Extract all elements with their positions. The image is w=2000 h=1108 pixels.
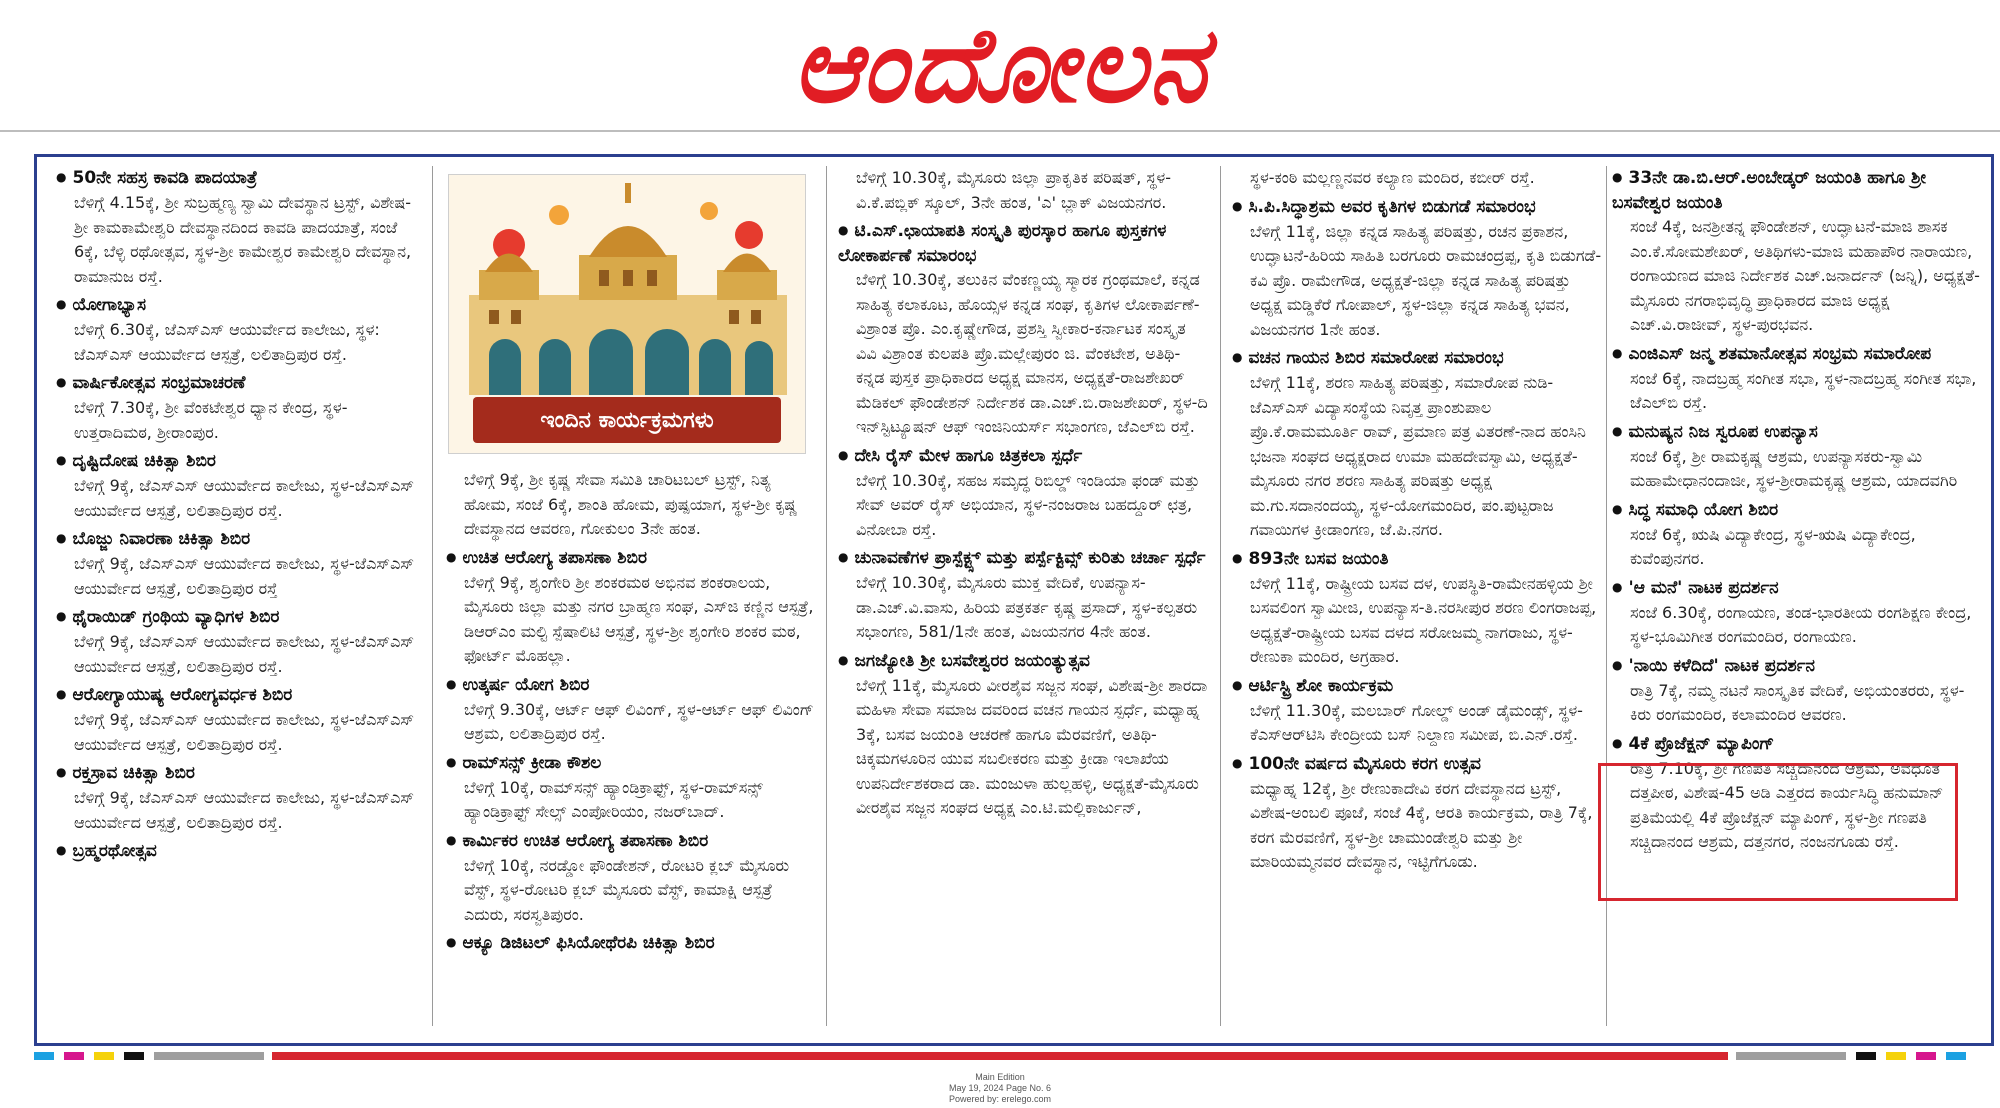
event-heading: ● ಕಾರ್ಮಿಕರ ಉಚಿತ ಆರೋಗ್ಯ ತಪಾಸಣಾ ಶಿಬಿರ: [446, 829, 816, 854]
column-3: [838, 166, 1208, 1036]
event-details: ಬೆಳಿಗ್ಗೆ 11.30ಕ್ಕೆ, ಮಲಬಾರ್ ಗೋಲ್ಡ್ ಅಂಡ್ ಡೈಮಂಡ್ಸ್, ಸ್ಥಳ-ಕೆಎಸ್‌ಆರ್‌ಟಿಸಿ ಕೇಂದ್ರೀಯ ಬಸ್ ನಿಲ್ದಾಣ ಸಮೀಪ, ಬಿ.ಎನ್.ರಸ್ತೆ.: [1250, 700, 1583, 744]
event-details: ಬೆಳಿಗ್ಗೆ 4.15ಕ್ಕೆ, ಶ್ರೀ ಸುಬ್ರಹ್ಮಣ್ಯ ಸ್ವಾಮಿ ದೇವಸ್ಥಾನ ಟ್ರಸ್ಟ್, ವಿಶೇಷ-ಶ್ರೀ ಕಾಮಕಾಮೇಶ್ವರಿ ದೇವಸ್ಥಾನದಿಂದ ಕಾವಡಿ ಪಾದಯಾತ್ರೆ, ಸಂಜೆ 6ಕ್ಕೆ, ಬೆಳ್ಳಿ ರಥೋತ್ಸವ, ಸ್ಥಳ-ಶ್ರೀ ಕಾಮೇಶ್ವರ ಕಾಮೇಶ್ವರಿ ದೇವಸ್ಥಾನ, ರಾಮಾನುಜ ರಸ್ತೆ.: [74, 193, 412, 286]
event-item: [56, 527, 420, 601]
event-heading: ● ಸಿ.ಪಿ.ಸಿದ್ಧಾಶ್ರಮ ಅವರ ಕೃತಿಗಳ ಬಿಡುಗಡೆ ಸಮಾರಂಭ: [1232, 195, 1604, 220]
highlighted-event-box: [1598, 763, 1958, 901]
event-heading: ● 'ನಾಯಿ ಕಳೆದಿದೆ' ನಾಟಕ ಪ್ರದರ್ಶನ: [1612, 654, 1984, 679]
column-2: [446, 166, 816, 1036]
event-heading: ● ವಚನ ಗಾಯನ ಶಿಬಿರ ಸಮಾರೋಪ ಸಮಾರಂಭ: [1232, 346, 1604, 371]
event-details: ಬೆಳಿಗ್ಗೆ 9ಕ್ಕೆ, ಜೆಎಸ್‌ಎಸ್ ಆಯುರ್ವೇದ ಕಾಲೇಜು, ಸ್ಥಳ-ಜೆಎಸ್‌ಎಸ್ ಆಯುರ್ವೇದ ಆಸ್ಪತ್ರೆ, ಲಲಿತಾದ್ರಿಪುರ ರಸ್ತೆ.: [74, 710, 415, 754]
event-heading: ● 50ನೇ ಸಹಸ್ರ ಕಾವಡಿ ಪಾದಯಾತ್ರೆ: [56, 166, 420, 191]
event-item: [446, 829, 816, 928]
column-1: [56, 166, 420, 1036]
column-2-items: [446, 468, 816, 956]
event-heading: ● 100ನೇ ವರ್ಷದ ಮೈಸೂರು ಕರಗ ಉತ್ಸವ: [1232, 752, 1604, 777]
event-item: [446, 468, 816, 542]
event-heading: ● ಜಗಜ್ಯೋತಿ ಶ್ರೀ ಬಸವೇಶ್ವರರ ಜಯಂತ್ಯುತ್ಸವ: [838, 649, 1208, 674]
event-details: ಬೆಳಿಗ್ಗೆ 9ಕ್ಕೆ, ಜೆಎಸ್‌ಎಸ್ ಆಯುರ್ವೇದ ಕಾಲೇಜು, ಸ್ಥಳ-ಜೆಎಸ್‌ಎಸ್ ಆಯುರ್ವೇದ ಆಸ್ಪತ್ರೆ, ಲಲಿತಾದ್ರಿಪುರ ರಸ್ತೆ: [74, 554, 415, 598]
event-heading: ● ಮನುಷ್ಯನ ನಿಜ ಸ್ವರೂಪ ಉಪನ್ಯಾಸ: [1612, 420, 1984, 445]
footer-date-page: May 19, 2024 Page No. 6: [948, 1083, 1052, 1093]
column-divider: [432, 166, 433, 1026]
event-details: ಬೆಳಿಗ್ಗೆ 10.30ಕ್ಕೆ, ಮೈಸೂರು ಜಿಲ್ಲಾ ಪ್ರಾಕೃತಿಕ ಪರಿಷತ್, ಸ್ಥಳ-ವಿ.ಕೆ.ಪಬ್ಲಿಕ್ ಸ್ಕೂಲ್, 3ನೇ ಹಂತ, 'ಎ' ಬ್ಲಾಕ್ ವಿಜಯನಗರ.: [856, 168, 1172, 212]
event-details: ಬೆಳಿಗ್ಗೆ 9ಕ್ಕೆ, ಶ್ರೀ ಕೃಷ್ಣ ಸೇವಾ ಸಮಿತಿ ಚಾರಿಟಬಲ್ ಟ್ರಸ್ಟ್, ನಿತ್ಯ ಹೋಮ, ಸಂಜೆ 6ಕ್ಕೆ, ಶಾಂತಿ ಹೋಮ, ಪುಷ್ಪಯಾಗ, ಸ್ಥಳ-ಶ್ರೀ ಕೃಷ್ಣ ದೇವಸ್ಥಾನದ ಆವರಣ, ಗೋಕುಲಂ 3ನೇ ಹಂತ.: [464, 470, 798, 538]
event-item: [56, 449, 420, 523]
event-details: ಸಂಜೆ 6ಕ್ಕೆ, ನಾದಬ್ರಹ್ಮ ಸಂಗೀತ ಸಭಾ, ಸ್ಥಳ-ನಾದಬ್ರಹ್ಮ ಸಂಗೀತ ಸಭಾ, ಜೆಎಲ್‌ಬಿ ರಸ್ತೆ.: [1630, 368, 1977, 412]
event-item: [56, 761, 420, 835]
newspaper-title: ಆಂದೋಲನ: [792, 3, 1208, 126]
event-heading: ● ಉಚಿತ ಆರೋಗ್ಯ ತಪಾಸಣಾ ಶಿಬಿರ: [446, 546, 816, 571]
event-heading: ● ರಕ್ತಸ್ರಾವ ಚಿಕಿತ್ಸಾ ಶಿಬಿರ: [56, 761, 420, 786]
events-poster: [448, 174, 806, 454]
event-item: [56, 371, 420, 445]
event-details: ಬೆಳಿಗ್ಗೆ 10ಕ್ಕೆ, ನರಡ್ಡೋ ಫೌಂಡೇಶನ್, ರೋಟರಿ ಕ್ಲಬ್ ಮೈಸೂರು ವೆಸ್ಟ್, ಸ್ಥಳ-ರೋಟರಿ ಕ್ಲಬ್ ಮೈಸೂರು ವೆಸ್ಟ್, ಕಾಮಾಕ್ಷಿ ಆಸ್ಪತ್ರೆ ಎದುರು, ಸರಸ್ವತಿಪುರಂ.: [464, 855, 790, 924]
event-item: [1612, 420, 1984, 494]
event-item: [1232, 195, 1604, 343]
event-item: [1232, 752, 1604, 875]
event-details: ಬೆಳಿಗ್ಗೆ 6.30ಕ್ಕೆ, ಜೆಎಸ್‌ಎಸ್ ಆಯುರ್ವೇದ ಕಾಲೇಜು, ಸ್ಥಳ: ಜೆಎಸ್‌ಎಸ್ ಆಯುರ್ವೇದ ಆಸ್ಪತ್ರೆ, ಲಲಿತಾದ್ರಿಪುರ ರಸ್ತೆ.: [74, 320, 380, 364]
event-item: [1612, 498, 1984, 572]
event-details: ಸಂಜೆ 6.30ಕ್ಕೆ, ರಂಗಾಯಣ, ತಂಡ-ಭಾರತೀಯ ರಂಗಶಿಕ್ಷಣ ಕೇಂದ್ರ, ಸ್ಥಳ-ಭೂಮಿಗೀತ ರಂಗಮಂದಿರ, ರಂಗಾಯಣ.: [1630, 602, 1972, 646]
event-details: ಬೆಳಿಗ್ಗೆ 10.30ಕ್ಕೆ, ಮೈಸೂರು ಮುಕ್ತ ವೇದಿಕೆ, ಉಪನ್ಯಾಸ-ಡಾ.ಎಚ್.ವಿ.ವಾಸು, ಹಿರಿಯ ಪತ್ರಕರ್ತ ಕೃಷ್ಣ ಪ್ರಸಾದ್, ಸ್ಥಳ-ಕಲ್ಪತರು ಸಭಾಂಗಣ, 581/1ನೇ ಹಂತ, ವಿಜಯನಗರ 4ನೇ ಹಂತ.: [856, 573, 1198, 641]
event-item: [56, 683, 420, 757]
footer-powered-by: Powered by: erelego.com: [948, 1094, 1052, 1104]
event-item: [838, 546, 1208, 645]
event-details: ಮಧ್ಯಾಹ್ನ 12ಕ್ಕೆ, ಶ್ರೀ ರೇಣುಕಾದೇವಿ ಕರಗ ದೇವಸ್ಥಾನದ ಟ್ರಸ್ಟ್, ವಿಶೇಷ-ಅಂಬಲಿ ಪೂಜೆ, ಸಂಜೆ 4ಕ್ಕೆ, ಆರತಿ ಕಾರ್ಯಕ್ರಮ, ರಾತ್ರಿ 7ಕ್ಕೆ, ಕರಗ ಮೆರವಣಿಗೆ, ಸ್ಥಳ-ಶ್ರೀ ಚಾಮುಂಡೇಶ್ವರಿ ಮತ್ತು ಶ್ರೀ ಮಾರಿಯಮ್ಮನವರ ದೇವಸ್ಥಾನ, ಇಟ್ಟಿಗೆಗೂಡು.: [1250, 778, 1593, 871]
footer-edition: Main Edition: [975, 1072, 1025, 1082]
event-heading: ● ಬೊಜ್ಜು ನಿವಾರಣಾ ಚಿಕಿತ್ಸಾ ಶಿಬಿರ: [56, 527, 420, 552]
event-details: ಸ್ಥಳ-ಕಂಠಿ ಮಲ್ಲಣ್ಣನವರ ಕಲ್ಯಾಣ ಮಂದಿರ, ಕಬೀರ್ ರಸ್ತೆ.: [1250, 168, 1535, 187]
event-item: [56, 839, 420, 864]
event-item: [1232, 674, 1604, 748]
event-item: [1612, 166, 1984, 338]
event-heading: ● ಯೋಗಾಭ್ಯಾಸ: [56, 293, 420, 318]
event-details: ಬೆಳಿಗ್ಗೆ 7.30ಕ್ಕೆ, ಶ್ರೀ ವೆಂಕಟೇಶ್ವರ ಧ್ಯಾನ ಕೇಂದ್ರ, ಸ್ಥಳ-ಉತ್ತರಾದಿಮಠ, ಶ್ರೀರಾಂಪುರ.: [74, 398, 348, 442]
event-heading: ● ಆರೋಗ್ಯಾಯುಷ್ಯ ಆರೋಗ್ಯವರ್ಧಕ ಶಿಬಿರ: [56, 683, 420, 708]
column-5: [1612, 166, 1984, 1036]
event-heading: ● ಸಿದ್ಧ ಸಮಾಧಿ ಯೋಗ ಶಿಬಿರ: [1612, 498, 1984, 523]
event-item: [446, 546, 816, 669]
event-item: [838, 166, 1208, 215]
event-details: ಸಂಜೆ 4ಕ್ಕೆ, ಜನಶ್ರೀತನ್ನ ಫೌಂಡೇಶನ್, ಉದ್ಘಾಟನೆ-ಮಾಜಿ ಶಾಸಕ ಎಂ.ಕೆ.ಸೋಮಶೇಖರ್, ಅತಿಥಿಗಳು-ಮಾಜಿ ಮಹಾಪೌರ ನಾರಾಯಣ, ರಂಗಾಯಣದ ಮಾಜಿ ನಿರ್ದೇಶಕ ಎಚ್.ಜನಾರ್ದನ್ (ಜನ್ನಿ), ಅಧ್ಯಕ್ಷತೆ-ಮೈಸೂರು ನಗರಾಭಿವೃದ್ಧಿ ಪ್ರಾಧಿಕಾರದ ಮಾಜಿ ಅಧ್ಯಕ್ಷ ಎಚ್.ವಿ.ರಾಜೀವ್, ಸ್ಥಳ-ಪುರಭವನ.: [1630, 217, 1980, 334]
bottom-color-rule: [0, 1052, 2000, 1060]
event-heading: ● ರಾಮ್‌ಸನ್ಸ್ ಕ್ರೀಡಾ ಕೌಶಲ: [446, 751, 816, 776]
top-rule: [0, 128, 2000, 134]
event-details: ಬೆಳಿಗ್ಗೆ 11ಕ್ಕೆ, ಮೈಸೂರು ವೀರಶೈವ ಸಜ್ಜನ ಸಂಘ, ವಿಶೇಷ-ಶ್ರೀ ಶಾರದಾ ಮಹಿಳಾ ಸೇವಾ ಸಮಾಜ ದವರಿಂದ ವಚನ ಗಾಯನ ಸ್ಪರ್ಧೆ, ಮಧ್ಯಾಹ್ನ 3ಕ್ಕೆ, ಬಸವ ಜಯಂತಿ ಆಚರಣೆ ಹಾಗೂ ಮೆರವಣಿಗೆ, ಅತಿಥಿ-ಚಿಕ್ಕಮಗಳೂರಿನ ಯುವ ಸಬಲೀಕರಣ ಮತ್ತು ಕ್ರೀಡಾ ಇಲಾಖೆಯ ಉಪನಿರ್ದೇಶಕರಾದ ಡಾ. ಮಂಜುಳಾ ಹುಲ್ಲಹಳ್ಳಿ, ಅಧ್ಯಕ್ಷತೆ-ಮೈಸೂರು ವೀರಶೈವ ಸಜ್ಜನ ಸಂಘದ ಅಧ್ಯಕ್ಷ ಎಂ.ಟಿ.ಮಲ್ಲಿಕಾರ್ಜುನ್,: [856, 675, 1208, 817]
event-item: [56, 166, 420, 289]
event-details: ಬೆಳಿಗ್ಗೆ 10.30ಕ್ಕೆ, ಸಹಜ ಸಮೃದ್ಧ ರಿಬಿಲ್ಡ್ ಇಂಡಿಯಾ ಫಂಡ್ ಮತ್ತು ಸೇವ್ ಅವರ್ ರೈಸ್ ಅಭಿಯಾನ, ಸ್ಥಳ-ನಂಜರಾಜ ಬಹದ್ದೂರ್ ಛತ್ರ, ವಿನೋಬಾ ರಸ್ತೆ.: [856, 470, 1200, 539]
event-details: ಬೆಳಿಗ್ಗೆ 9ಕ್ಕೆ, ಜೆಎಸ್‌ಎಸ್ ಆಯುರ್ವೇದ ಕಾಲೇಜು, ಸ್ಥಳ-ಜೆಎಸ್‌ಎಸ್ ಆಯುರ್ವೇದ ಆಸ್ಪತ್ರೆ, ಲಲಿತಾದ್ರಿಪುರ ರಸ್ತೆ.: [74, 788, 415, 832]
event-details: ಸಂಜೆ 6ಕ್ಕೆ, ಋಷಿ ವಿದ್ಯಾಕೇಂದ್ರ, ಸ್ಥಳ-ಋಷಿ ವಿದ್ಯಾಕೇಂದ್ರ, ಕುವೆಂಪುನಗರ.: [1630, 524, 1916, 568]
event-details: ಬೆಳಿಗ್ಗೆ 10ಕ್ಕೆ, ರಾಮ್‌ಸನ್ಸ್ ಹ್ಯಾಂಡಿಕ್ರಾಫ್ಟ್, ಸ್ಥಳ-ರಾಮ್‌ಸನ್ಸ್ ಹ್ಯಾಂಡಿಕ್ರಾಫ್ಟ್ ಸೇಲ್ಸ್ ಎಂಪೋರಿಯಂ, ನಜರ್‌ಬಾದ್.: [464, 777, 763, 821]
event-heading: ● 893ನೇ ಬಸವ ಜಯಂತಿ: [1232, 547, 1604, 572]
event-details: ಬೆಳಿಗ್ಗೆ 9ಕ್ಕೆ, ಜೆಎಸ್‌ಎಸ್ ಆಯುರ್ವೇದ ಕಾಲೇಜು, ಸ್ಥಳ-ಜೆಎಸ್‌ಎಸ್ ಆಯುರ್ವೇದ ಆಸ್ಪತ್ರೆ, ಲಲಿತಾದ್ರಿಪುರ ರಸ್ತೆ.: [74, 476, 415, 520]
event-details: ರಾತ್ರಿ 7.10ಕ್ಕೆ, ಶ್ರೀ ಗಣಪತಿ ಸಚ್ಚಿದಾನಂದ ಆಶ್ರಮ, ಅವಧೂತ ದತ್ತಪೀಠ, ವಿಶೇಷ-45 ಅಡಿ ಎತ್ತರದ ಕಾರ್ಯಸಿದ್ಧಿ ಹನುಮಾನ್ ಪ್ರತಿಮೆಯಲ್ಲಿ 4ಕೆ ಪ್ರೊಜೆಕ್ಷನ್ ಮ್ಯಾಪಿಂಗ್, ಸ್ಥಳ-ಶ್ರೀ ಗಣಪತಿ ಸಚ್ಚಿದಾನಂದ ಆಶ್ರಮ, ದತ್ತನಗರ, ನಂಜನಗೂಡು ರಸ್ತೆ.: [1630, 758, 1944, 851]
column-4: [1232, 166, 1604, 1036]
event-heading: ● 4ಕೆ ಪ್ರೊಜೆಕ್ಷನ್ ಮ್ಯಾಪಿಂಗ್: [1612, 732, 1984, 757]
event-item: [1612, 654, 1984, 728]
event-details: ಬೆಳಿಗ್ಗೆ 11ಕ್ಕೆ, ಶರಣ ಸಾಹಿತ್ಯ ಪರಿಷತ್ತು, ಸಮಾರೋಪ ನುಡಿ-ಜೆಎಸ್‌ಎಸ್ ವಿದ್ಯಾಸಂಸ್ಥೆಯ ನಿವೃತ್ತ ಪ್ರಾಂಶುಪಾಲ ಪ್ರೊ.ಕೆ.ರಾಮಮೂರ್ತಿ ರಾವ್, ಪ್ರಮಾಣ ಪತ್ರ ವಿತರಣೆ-ನಾದ ಹಂಸಿನಿ ಭಜನಾ ಸಂಘದ ಅಧ್ಯಕ್ಷರಾದ ಉಮಾ ಮಹದೇವಸ್ವಾಮಿ, ಅಧ್ಯಕ್ಷತೆ-ಮೈಸೂರು ನಗರ ಶರಣ ಸಾಹಿತ್ಯ ಪರಿಷತ್ತು ಅಧ್ಯಕ್ಷ ಮ.ಗು.ಸದಾನಂದಯ್ಯ, ಸ್ಥಳ-ಯೋಗಮಂದಿರ, ಪಂ.ಪುಟ್ಟರಾಜ ಗವಾಯಿಗಳ ಕ್ರೀಡಾಂಗಣ, ಜೆ.ಪಿ.ನಗರ.: [1250, 373, 1586, 539]
column-divider: [1220, 166, 1221, 1026]
event-item: [56, 605, 420, 679]
event-heading: ● ಥೈರಾಯಿಡ್ ಗ್ರಂಥಿಯ ವ್ಯಾಧಿಗಳ ಶಿಬಿರ: [56, 605, 420, 630]
event-item: [446, 673, 816, 747]
event-details: ಸಂಜೆ 6ಕ್ಕೆ, ಶ್ರೀ ರಾಮಕೃಷ್ಣ ಆಶ್ರಮ, ಉಪನ್ಯಾಸಕರು-ಸ್ವಾಮಿ ಮಹಾಮೇಧಾನಂದಾಜೀ, ಸ್ಥಳ-ಶ್ರೀರಾಮಕೃಷ್ಣ ಆಶ್ರಮ, ಯಾದವಗಿರಿ: [1630, 446, 1958, 490]
event-details: ಬೆಳಿಗ್ಗೆ 9ಕ್ಕೆ, ಶೃಂಗೇರಿ ಶ್ರೀ ಶಂಕರಮಠ ಅಭಿನವ ಶಂಕರಾಲಯ, ಮೈಸೂರು ಜಿಲ್ಲಾ ಮತ್ತು ನಗರ ಬ್ರಾಹ್ಮಣ ಸಂಘ, ಎಸ್‌ಜಿ ಕಣ್ಣಿನ ಆಸ್ಪತ್ರೆ, ಡಿಆರ್‌ಎಂ ಮಲ್ಟಿ ಸ್ಪೆಷಾಲಿಟಿ ಆಸ್ಪತ್ರೆ, ಸ್ಥಳ-ಶ್ರೀ ಶೃಂಗೇರಿ ಶಂಕರ ಮಠ, ಫೋರ್ಟ್ ಮೊಹಲ್ಲಾ.: [464, 572, 814, 665]
event-details: ಬೆಳಿಗ್ಗೆ 10.30ಕ್ಕೆ, ತಲುಕಿನ ವೆಂಕಣ್ಣಯ್ಯ ಸ್ಮಾರಕ ಗ್ರಂಥಮಾಲೆ, ಕನ್ನಡ ಸಾಹಿತ್ಯ ಕಲಾಕೂಟ, ಹೊಯ್ಸಳ ಕನ್ನಡ ಸಂಘ, ಕೃತಿಗಳ ಲೋಕಾರ್ಪಣೆ-ವಿಶ್ರಾಂತ ಪ್ರೊ. ಎಂ.ಕೃಷ್ಣೇಗೌಡ, ಪ್ರಶಸ್ತಿ ಸ್ವೀಕಾರ-ಕರ್ನಾಟಕ ಸಂಸ್ಕೃತ ವಿವಿ ವಿಶ್ರಾಂತ ಕುಲಪತಿ ಪ್ರೊ.ಮಲ್ಲೇಪುರಂ ಜಿ. ವೆಂಕಟೇಶ, ಅತಿಥಿ-ಕನ್ನಡ ಪುಸ್ತಕ ಪ್ರಾಧಿಕಾರದ ಅಧ್ಯಕ್ಷ ಮಾನಸ, ಅಧ್ಯಕ್ಷತೆ-ರಾಜಶೇಖರ್ ಮೆಡಿಕಲ್ ಫೌಂಡೇಶನ್ ನಿರ್ದೇಶಕ ಡಾ.ಎಚ್.ಬಿ.ರಾಜಶೇಖರ್, ಸ್ಥಳ-ದಿ ಇನ್‌ಸ್ಟಿಟ್ಯೂಷನ್ ಆಫ್ ಇಂಜಿನಿಯರ್ಸ್ ಸಭಾಂಗಣ, ಜೆಎಲ್‌ಬಿ ರಸ್ತೆ.: [856, 270, 1208, 436]
event-item: [838, 649, 1208, 821]
event-heading: ● ಚುನಾವಣೆಗಳ ಪ್ರಾಸ್ಪೆಕ್ಟ್ಸ್ ಮತ್ತು ಪರ್ಸ್ಪೆಕ್ಟಿವ್ಸ್ ಕುರಿತು ಚರ್ಚಾ ಸ್ಪರ್ಧೆ: [838, 546, 1208, 571]
page-footer: [0, 1072, 2000, 1105]
column-divider: [826, 166, 827, 1026]
event-item: [838, 444, 1208, 543]
event-item: [56, 293, 420, 367]
event-heading: ● ಎಂಜಿಎಸ್ ಜನ್ಮ ಶತಮಾನೋತ್ಸವ ಸಂಭ್ರಮ ಸಮಾರೋಪ: [1612, 342, 1984, 367]
event-details: ಬೆಳಿಗ್ಗೆ 11ಕ್ಕೆ, ರಾಷ್ಟ್ರೀಯ ಬಸವ ದಳ, ಉಪಸ್ಥಿತಿ-ರಾಮೇನಹಳ್ಳಿಯ ಶ್ರೀ ಬಸವಲಿಂಗ ಸ್ವಾಮೀಜಿ, ಉಪನ್ಯಾಸ-ತಿ.ನರಸೀಪುರ ಶರಣ ಲಿಂಗರಾಜಪ್ಪ, ಅಧ್ಯಕ್ಷತೆ-ರಾಷ್ಟ್ರೀಯ ಬಸವ ದಳದ ಸರೋಜಮ್ಮ ನಾಗರಾಜು, ಸ್ಥಳ-ರೇಣುಕಾ ಮಂದಿರ, ಅಗ್ರಹಾರ.: [1250, 573, 1597, 666]
event-heading: ● ಆಕ್ಯೂ ಡಿಜಿಟಲ್ ಫಿಸಿಯೋಥೆರಪಿ ಚಿಕಿತ್ಸಾ ಶಿಬಿರ: [446, 931, 816, 956]
event-details: ರಾತ್ರಿ 7ಕ್ಕೆ, ನಮ್ಮ ನಟನೆ ಸಾಂಸ್ಕೃತಿಕ ವೇದಿಕೆ, ಅಭಿಯಂತರರು, ಸ್ಥಳ-ಕಿರು ರಂಗಮಂದಿರ, ಕಲಾಮಂದಿರ ಆವರಣ.: [1630, 680, 1965, 724]
poster-caption: ಇಂದಿನ ಕಾರ್ಯಕ್ರಮಗಳು: [473, 397, 781, 443]
event-item: [1232, 547, 1604, 670]
event-details: ಬೆಳಿಗ್ಗೆ 11ಕ್ಕೆ, ಜಿಲ್ಲಾ ಕನ್ನಡ ಸಾಹಿತ್ಯ ಪರಿಷತ್ತು, ರಚನ ಪ್ರಕಾಶನ, ಉದ್ಘಾಟನೆ-ಹಿರಿಯ ಸಾಹಿತಿ ಬರಗೂರು ರಾಮಚಂದ್ರಪ್ಪ, ಕೃತಿ ಬಿಡುಗಡೆ-ಕವಿ ಪ್ರೊ. ರಾಮೇಗೌಡ, ಅಧ್ಯಕ್ಷತೆ-ಜಿಲ್ಲಾ ಕನ್ನಡ ಸಾಹಿತ್ಯ ಪರಿಷತ್ತು ಅಧ್ಯಕ್ಷ ಮಡ್ಡಿಕೆರೆ ಗೋಪಾಲ್, ಸ್ಥಳ-ಜಿಲ್ಲಾ ಕನ್ನಡ ಸಾಹಿತ್ಯ ಭವನ, ವಿಜಯನಗರ 1ನೇ ಹಂತ.: [1250, 221, 1602, 339]
event-heading: ● ಆರ್ಟಿಸ್ಟ್ರಿ ಶೋ ಕಾರ್ಯಕ್ರಮ: [1232, 674, 1604, 699]
event-heading: ● ವಾರ್ಷಿಕೋತ್ಸವ ಸಂಭ್ರಮಾಚರಣೆ: [56, 371, 420, 396]
event-item: [1232, 346, 1604, 543]
masthead: [0, 0, 2000, 128]
event-details: ಬೆಳಿಗ್ಗೆ 9.30ಕ್ಕೆ, ಆರ್ಟ್ ಆಫ್ ಲಿವಿಂಗ್, ಸ್ಥಳ-ಆರ್ಟ್ ಆಫ್ ಲಿವಿಂಗ್ ಆಶ್ರಮ, ಲಲಿತಾದ್ರಿಪುರ ರಸ್ತೆ.: [464, 699, 814, 743]
event-heading: ● 'ಆ ಮನೆ' ನಾಟಕ ಪ್ರದರ್ಶನ: [1612, 576, 1984, 601]
event-heading: ● 33ನೇ ಡಾ.ಬಿ.ಆರ್.ಅಂಬೇಡ್ಕರ್ ಜಯಂತಿ ಹಾಗೂ ಶ್ರೀ ಬಸವೇಶ್ವರ ಜಯಂತಿ: [1612, 166, 1984, 215]
event-heading: ● ಬ್ರಹ್ಮರಥೋತ್ಸವ: [56, 839, 420, 864]
event-details: ಬೆಳಿಗ್ಗೆ 9ಕ್ಕೆ, ಜೆಎಸ್‌ಎಸ್ ಆಯುರ್ವೇದ ಕಾಲೇಜು, ಸ್ಥಳ-ಜೆಎಸ್‌ಎಸ್ ಆಯುರ್ವೇದ ಆಸ್ಪತ್ರೆ, ಲಲಿತಾದ್ರಿಪುರ ರಸ್ತೆ.: [74, 632, 415, 676]
event-item: [446, 751, 816, 825]
event-heading: ● ಟಿ.ಎಸ್.ಛಾಯಾಪತಿ ಸಂಸ್ಕೃತಿ ಪುರಸ್ಕಾರ ಹಾಗೂ ಪುಸ್ತಕಗಳ ಲೋಕಾರ್ಪಣೆ ಸಮಾರಂಭ: [838, 219, 1208, 268]
event-item: [1232, 166, 1604, 191]
event-item: [446, 931, 816, 956]
event-item: [838, 219, 1208, 440]
event-heading: ● ದೇಸಿ ರೈಸ್ ಮೇಳ ಹಾಗೂ ಚಿತ್ರಕಲಾ ಸ್ಪರ್ಧೆ: [838, 444, 1208, 469]
event-item: [1612, 576, 1984, 650]
event-heading: ● ದೃಷ್ಟಿದೋಷ ಚಿಕಿತ್ಸಾ ಶಿಬಿರ: [56, 449, 420, 474]
event-item: [1612, 342, 1984, 416]
event-heading: ● ಉತ್ಕರ್ಷ ಯೋಗ ಶಿಬಿರ: [446, 673, 816, 698]
